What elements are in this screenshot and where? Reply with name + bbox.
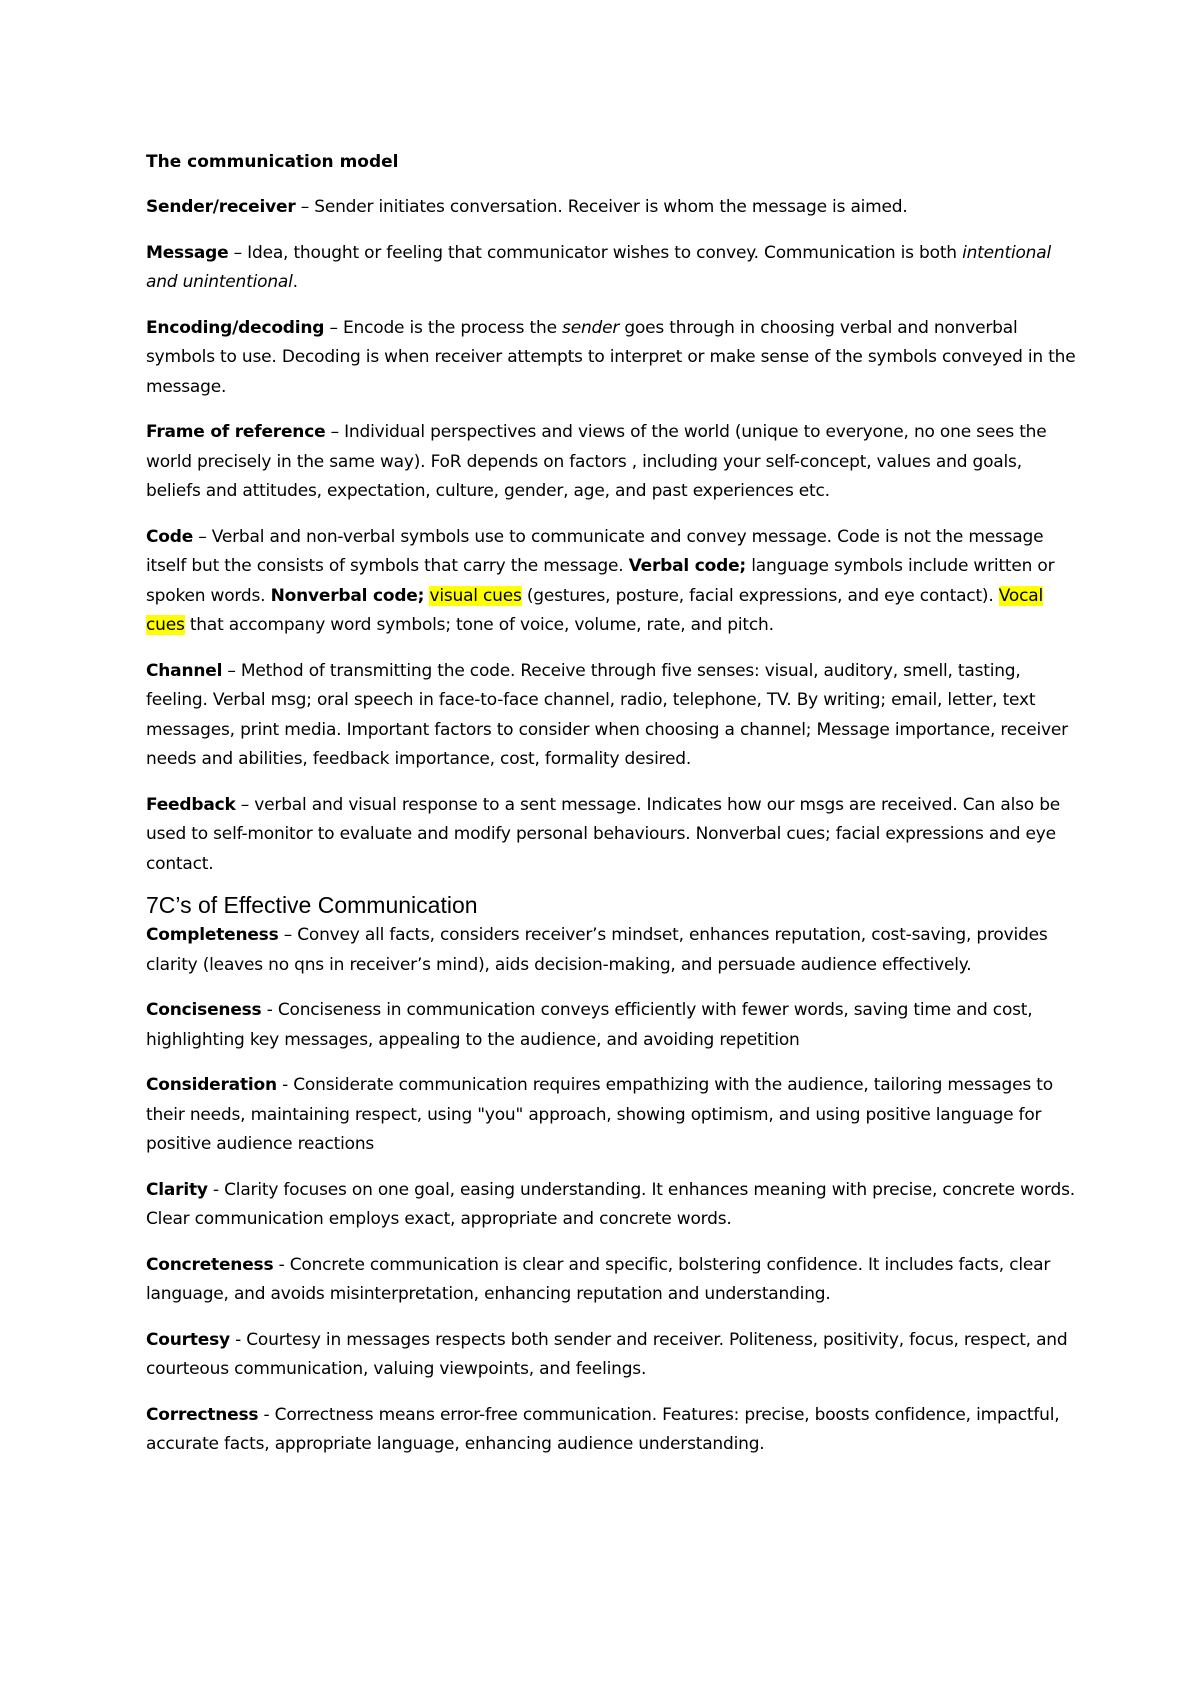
term-courtesy: Courtesy bbox=[146, 1329, 230, 1350]
definition-code-4: (gestures, posture, facial expressions, and eye contact). bbox=[521, 585, 999, 606]
term-completeness: Completeness bbox=[146, 925, 279, 945]
definition-encoding-2: goes through in choosing verbal and nonverbal symbols to use. Decoding is when receiver attempts to interpret or make sense of the symbols conveyed in the message. bbox=[146, 317, 1076, 397]
definition-concreteness: - Concrete communication is clear and specific, bolstering confidence. It includes facts, clear language, and avoids misinterpretation, enhancing reputation and understanding. bbox=[146, 1254, 1051, 1304]
paragraph-clarity bbox=[146, 1176, 1080, 1235]
term-clarity: Clarity bbox=[146, 1179, 208, 1200]
definition-sender-receiver: – Sender initiates conversation. Receiver is whom the message is aimed. bbox=[295, 197, 908, 217]
term-sender-receiver: Sender/receiver bbox=[146, 197, 296, 217]
paragraph-conciseness bbox=[146, 996, 1080, 1055]
definition-message-end: . bbox=[292, 272, 298, 292]
definition-encoding-1: – Encode is the process the bbox=[324, 317, 563, 338]
term-conciseness: Conciseness bbox=[146, 1000, 262, 1020]
paragraph-code bbox=[146, 523, 1080, 641]
document-title: The communication model bbox=[146, 152, 399, 172]
paragraph-courtesy bbox=[146, 1326, 1080, 1385]
italic-intentional: intentional and unintentional bbox=[146, 242, 1051, 292]
term-concreteness: Concreteness bbox=[146, 1254, 274, 1275]
definition-consideration: - Considerate communication requires empathizing with the audience, tailoring messages to their needs, maintaining respect, using "you" approach, showing optimism, and using positive language for positive audience reactions bbox=[146, 1075, 1053, 1154]
definition-courtesy: - Courtesy in messages respects both sender and receiver. Politeness, positivity, focus, respect, and courteous communication, valuing viewpoints, and feelings. bbox=[146, 1329, 1068, 1379]
paragraph-concreteness bbox=[146, 1251, 1080, 1310]
paragraph-message bbox=[146, 239, 1080, 298]
term-consideration: Consideration bbox=[146, 1075, 277, 1095]
paragraph-frame-of-reference bbox=[146, 418, 1080, 507]
paragraph-completeness bbox=[146, 921, 1080, 980]
term-channel: Channel bbox=[146, 660, 223, 681]
paragraph-sender-receiver bbox=[146, 193, 1080, 223]
term-frame-of-reference: Frame of reference bbox=[146, 422, 326, 442]
paragraph-feedback bbox=[146, 791, 1080, 880]
term-correctness: Correctness bbox=[146, 1404, 259, 1425]
definition-code-5: that accompany word symbols; tone of voice, volume, rate, and pitch. bbox=[184, 615, 774, 635]
section-heading-7cs: 7C’s of Effective Communication bbox=[146, 892, 478, 918]
term-message: Message bbox=[146, 242, 229, 263]
term-feedback: Feedback bbox=[146, 794, 236, 815]
definition-channel: – Method of transmitting the code. Receive through five senses: visual, auditory, smell, tasting, feeling. Verbal msg; oral speech in face-to-face channel, radio, telephone, TV. By writing; email, letter, text messages, print media. Important factors to consider when choosing a channel; Message importance, receiver needs and abilities, feedback importance, cost, formality desired. bbox=[146, 660, 1068, 769]
paragraph-consideration bbox=[146, 1071, 1080, 1160]
term-nonverbal-code: Nonverbal code; bbox=[270, 585, 425, 606]
definition-conciseness: - Conciseness in communication conveys efficiently with fewer words, saving time and cost, highlighting key messages, appealing to the audience, and avoiding repetition bbox=[146, 1000, 1033, 1050]
definition-frame-of-reference: – Individual perspectives and views of the world (unique to everyone, no one sees the world precisely in the same way). FoR depends on factors , including your self-concept, values and goals, beliefs and attitudes, expectation, culture, gender, age, and past experiences etc. bbox=[146, 422, 1047, 501]
definition-message: – Idea, thought or feeling that communicator wishes to convey. Communication is both bbox=[228, 242, 963, 263]
paragraph-correctness bbox=[146, 1401, 1080, 1460]
definition-correctness: - Correctness means error-free communication. Features: precise, boosts confidence, impactful, accurate facts, appropriate language, enhancing audience understanding. bbox=[146, 1404, 1060, 1454]
term-encoding-decoding: Encoding/decoding bbox=[146, 317, 325, 338]
highlight-visual-cues: visual cues bbox=[429, 585, 522, 606]
definition-feedback: – verbal and visual response to a sent message. Indicates how our msgs are received. Can also be used to self-monitor to evaluate and modify personal behaviours. Nonverbal cues; facial expressions and eye contact. bbox=[146, 794, 1061, 874]
definition-completeness: – Convey all facts, considers receiver’s mindset, enhances reputation, cost-saving, provides clarity (leaves no qns in receiver’s mind), aids decision-making, and persuade audience effectively. bbox=[146, 925, 1048, 975]
italic-sender: sender bbox=[562, 317, 620, 338]
term-verbal-code: Verbal code; bbox=[628, 556, 747, 576]
definition-clarity: - Clarity focuses on one goal, easing understanding. It enhances meaning with precise, concrete words. Clear communication employs exact, appropriate and concrete words. bbox=[146, 1179, 1075, 1229]
paragraph-encoding-decoding bbox=[146, 314, 1080, 403]
definition-code-1: – Verbal and non-verbal symbols use to communicate and convey message. Code is not the message itself but the consists of symbols that carry the message. bbox=[146, 526, 1044, 576]
definition-code-2: language symbols include written or spoken words. bbox=[146, 556, 1055, 606]
highlight-vocal-cues: Vocal cues bbox=[146, 585, 1043, 635]
paragraph-channel bbox=[146, 657, 1080, 775]
term-code: Code bbox=[146, 526, 194, 547]
